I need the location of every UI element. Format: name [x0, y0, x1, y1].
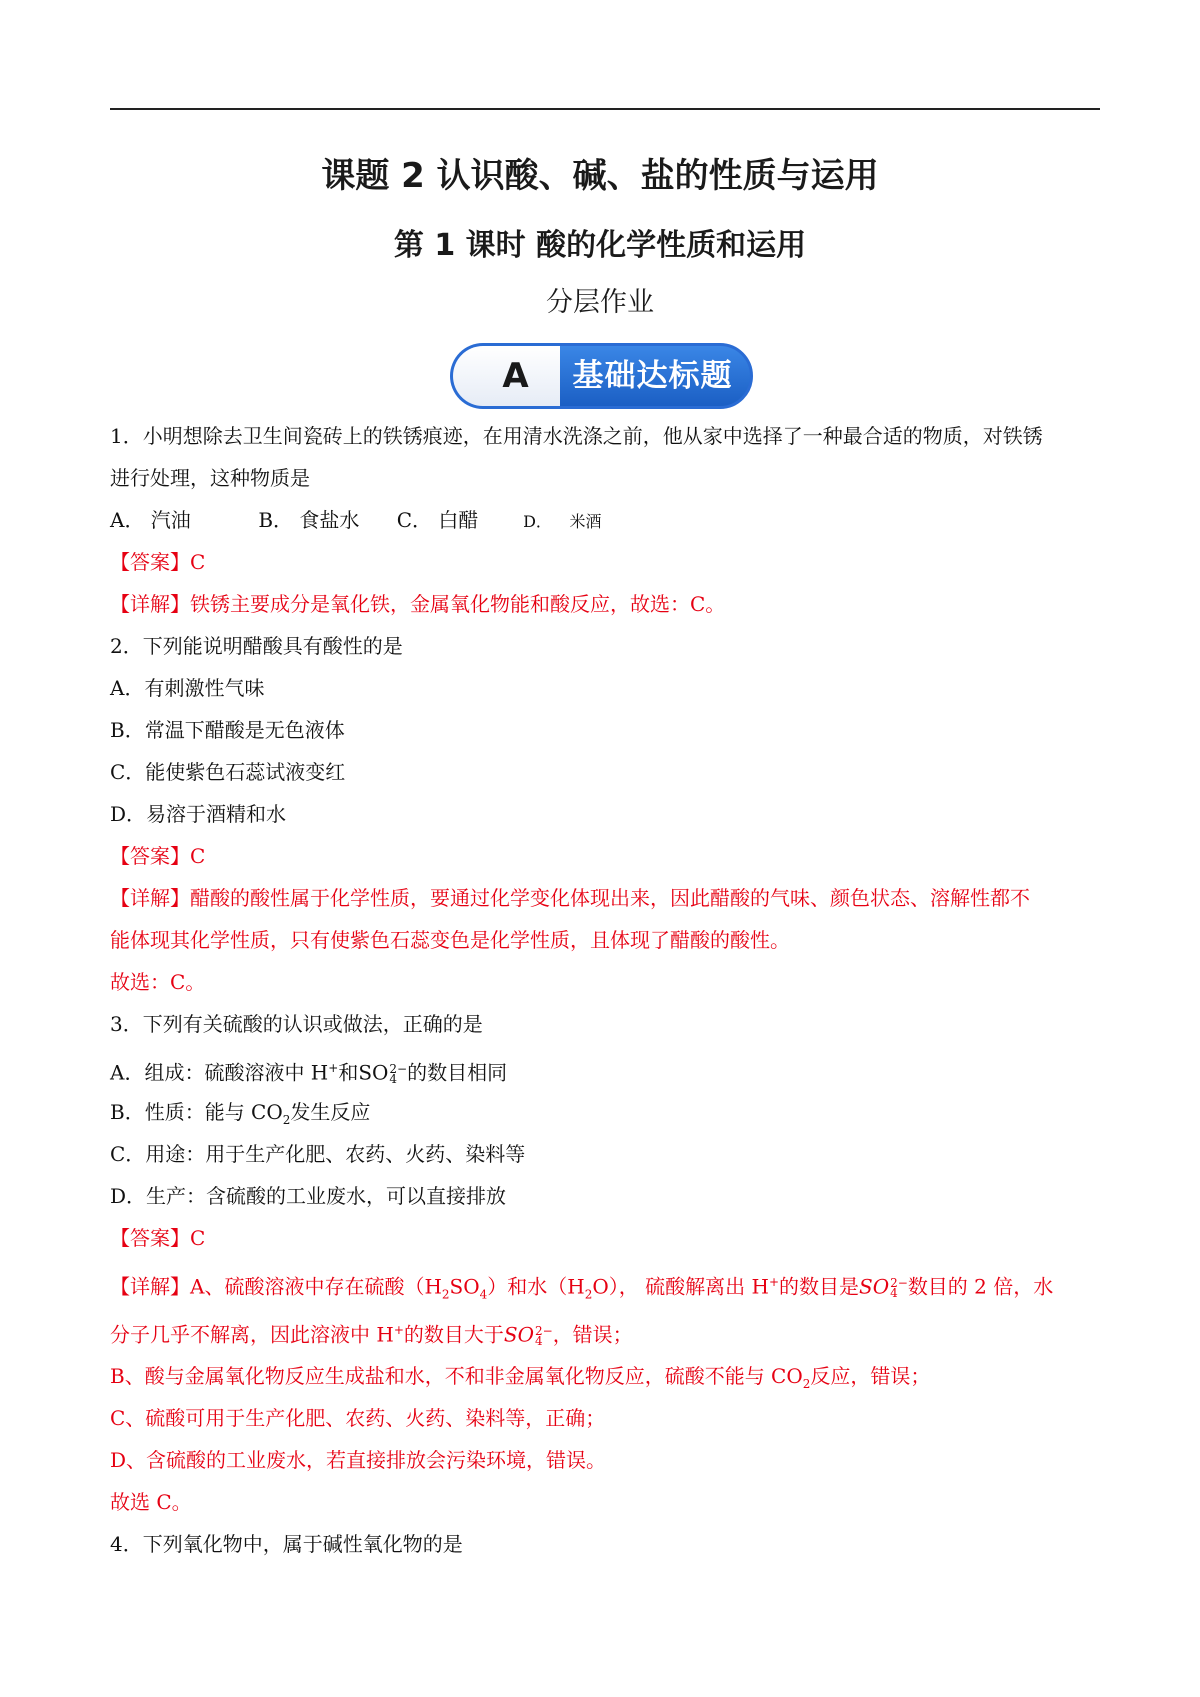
question-3-detail-b	[110, 1364, 930, 1396]
charge-sup: 2−	[389, 1062, 408, 1077]
subscript: 2	[584, 1287, 593, 1302]
detail-text: ，错误；	[552, 1322, 633, 1347]
question-3-answer	[110, 1226, 205, 1250]
answer-tag: 【答案】	[110, 844, 190, 868]
detail-text: ）和水（H	[487, 1274, 585, 1299]
option-a-text: 的数目相同	[407, 1060, 508, 1085]
option-d-label: D．	[523, 512, 552, 531]
detail-text: 醋酸的酸性属于化学性质，要通过化学变化体现出来，因此醋酸的气味、颜色状态、溶解性都不	[190, 886, 1030, 910]
question-3-detail-c: C、硫酸可用于生产化肥、农药、火药、染料等，正确；	[110, 1406, 606, 1430]
subscript: 4	[389, 1072, 398, 1087]
section-title: 分层作业	[546, 287, 654, 318]
sulfate-sub-sup	[534, 1324, 553, 1349]
sulfate-sub-sup	[389, 1062, 408, 1087]
badge-letter: A	[450, 343, 560, 409]
subscript: 2	[441, 1287, 450, 1302]
detail-text: 铁锈主要成分是氧化铁，金属氧化物能和酸反应，故选：C。	[190, 592, 726, 616]
question-2-stem: 2．下列能说明醋酸具有酸性的是	[110, 634, 403, 658]
sulfate-formula: SO	[503, 1322, 534, 1347]
question-3-stem: 3．下列有关硫酸的认识或做法，正确的是	[110, 1012, 483, 1036]
detail-tag: 【详解】	[110, 1274, 190, 1299]
detail-tag: 【详解】	[110, 592, 190, 616]
question-3-option-c: C．用途：用于生产化肥、农药、火药、染料等	[110, 1142, 526, 1166]
question-1-stem-line2: 进行处理，这种物质是	[110, 466, 310, 490]
sulfate-formula: SO	[859, 1274, 890, 1299]
answer-tag: 【答案】	[110, 550, 190, 574]
detail-text: 的数目大于	[403, 1322, 504, 1347]
charge-sup: +	[768, 1275, 779, 1289]
question-3-detail-d: D、含硫酸的工业废水，若直接排放会污染环境，错误。	[110, 1448, 607, 1472]
answer-value: C	[190, 1226, 206, 1250]
question-3-option-b	[110, 1100, 370, 1132]
detail-text: B、酸与金属氧化物反应生成盐和水，不和非金属氧化物反应，硫酸不能与 CO	[110, 1364, 803, 1388]
sulfate-formula: SO	[358, 1060, 389, 1085]
question-2-detail-line2: 能体现其化学性质，只有使紫色石蕊变色是化学性质，且体现了醋酸的酸性。	[110, 928, 790, 952]
option-b: B． 食盐水	[258, 508, 360, 532]
detail-text: O）， 硫酸解离出 H	[592, 1274, 769, 1299]
detail-text: 的数目是	[779, 1274, 859, 1299]
answer-value: C	[190, 550, 206, 574]
detail-text: 数目的 2 倍，水	[907, 1274, 1054, 1299]
option-b-text: 发生反应	[290, 1100, 371, 1124]
option-a: A． 汽油	[110, 508, 191, 532]
question-2-detail-line1	[110, 886, 1030, 910]
question-2-option-a: A．有刺激性气味	[110, 676, 265, 700]
question-3-option-d: D．生产：含硫酸的工业废水，可以直接排放	[110, 1184, 507, 1208]
subscript: 2	[282, 1113, 291, 1127]
lesson-subtitle: 第 1 课时 酸的化学性质和运用	[393, 228, 807, 263]
question-2-option-b: B．常温下醋酸是无色液体	[110, 718, 345, 742]
subscript: 4	[479, 1287, 488, 1302]
charge-sup: 2−	[534, 1324, 553, 1339]
answer-value: C	[190, 844, 206, 868]
question-2-option-c: C．能使紫色石蕊试液变红	[110, 760, 346, 784]
question-1-stem-line1: 1．小明想除去卫生间瓷砖上的铁锈痕迹，在用清水洗涤之前，他从家中选择了一种最合适的物质，对铁锈	[110, 424, 1043, 448]
question-4-stem: 4．下列氧化物中，属于碱性氧化物的是	[110, 1532, 463, 1556]
question-2-conclusion: 故选：C。	[110, 970, 206, 994]
subscript: 4	[890, 1286, 898, 1301]
question-3-conclusion: 故选 C。	[110, 1490, 192, 1514]
subscript: 2	[802, 1377, 811, 1391]
header-rule	[110, 108, 1100, 110]
charge-sup: 2−	[890, 1276, 908, 1291]
question-3-detail-a-line1	[110, 1270, 1053, 1307]
option-a-text: 和	[338, 1060, 359, 1085]
subscript: 4	[534, 1334, 543, 1349]
sulfate-sub-sup	[890, 1276, 908, 1301]
question-3-detail-a-line2	[110, 1318, 633, 1347]
detail-tag: 【详解】	[110, 886, 190, 910]
question-1-detail	[110, 592, 725, 616]
badge-label: 基础达标题	[524, 343, 753, 409]
question-2-option-d: D．易溶于酒精和水	[110, 802, 287, 826]
option-c: C． 白醋	[396, 508, 479, 532]
section-badge	[450, 343, 753, 409]
question-2-answer	[110, 844, 205, 868]
detail-text: A、硫酸溶液中存在硫酸（H	[190, 1274, 442, 1299]
page-title: 课题 2 认识酸、碱、盐的性质与运用	[321, 156, 879, 196]
option-a-text: A．组成：硫酸溶液中 H	[110, 1060, 329, 1085]
question-3-option-a	[110, 1056, 507, 1085]
option-b-text: B．性质：能与 CO	[110, 1100, 283, 1124]
question-1-answer	[110, 550, 205, 574]
detail-text: 分子几乎不解离，因此溶液中 H	[110, 1322, 394, 1347]
detail-text: SO	[449, 1274, 480, 1299]
detail-text: 反应，错误；	[810, 1364, 931, 1388]
charge-sup: +	[393, 1323, 404, 1337]
answer-tag: 【答案】	[110, 1226, 190, 1250]
charge-sup: +	[328, 1061, 339, 1075]
question-1-options	[110, 508, 601, 534]
option-d: 米酒	[569, 512, 602, 531]
